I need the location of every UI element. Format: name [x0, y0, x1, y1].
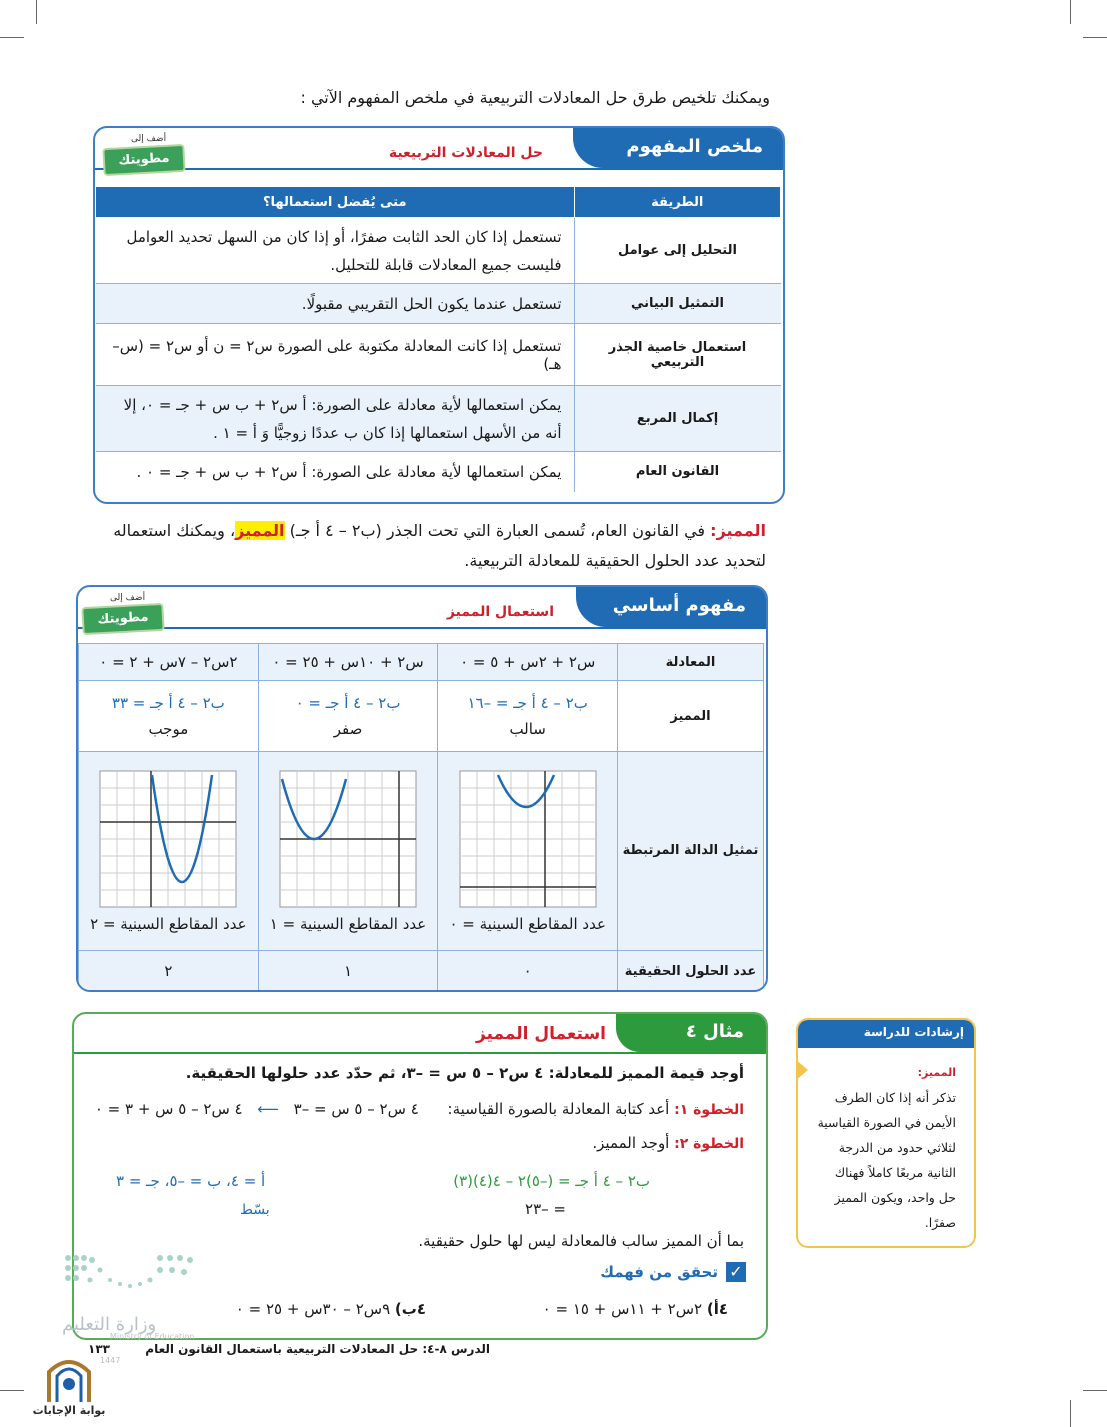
parabola-graph-two-roots	[98, 769, 238, 909]
portal-arch-icon	[32, 1350, 106, 1404]
when-cell: يمكن استعمالها لأية معادلة على الصورة: أ س٢ + ب س + جـ = ٠ .	[96, 452, 575, 492]
step-1-standard-form: ٤ س٢ – ٥ س + ٣ = ٠	[94, 1100, 243, 1118]
check-icon: ✓	[726, 1262, 746, 1282]
summary-header-row	[96, 187, 781, 218]
foldable-badge	[103, 134, 181, 172]
summary-row	[96, 324, 781, 386]
exercise-4a-label: ٤أ)	[706, 1300, 728, 1318]
step-1-equation: ٤ س٢ – ٥ س = –٣	[293, 1100, 419, 1118]
crop-mark	[1083, 37, 1107, 38]
when-cell: تستعمل إذا كانت المعادلة مكتوبة على الصورة س٢ = ن أو س٢ = (س–هـ)	[96, 324, 575, 386]
concept-title: مفهوم أساسي	[612, 595, 746, 616]
crop-mark	[36, 0, 37, 24]
parabola-graph-no-roots	[458, 769, 598, 909]
calc-1: ب٢ – ٤ أ جـ = (–٥)٢ – ٤(٤)(٣)	[453, 1172, 650, 1190]
concept-header	[78, 587, 766, 643]
method-cell: التمثيل البياني	[574, 284, 781, 324]
foldable-label: مطويتك	[102, 144, 185, 176]
intercept-count: عدد المقاطع السينية = ٢	[90, 915, 247, 933]
graph-cell	[438, 752, 618, 951]
check-title: تحقق من فهمك	[600, 1263, 718, 1281]
exercise-4a-equation: ٢س٢ + ١١س + ١٥ = ٠	[542, 1300, 703, 1318]
crop-mark	[0, 37, 24, 38]
row-label-solutions: عدد الحلول الحقيقية	[618, 951, 764, 992]
summary-header	[95, 128, 783, 186]
discriminant-text-a: في القانون العام، تُسمى العبارة التي تحت الجذر (ب٢ – ٤ أ جـ)	[289, 521, 706, 540]
portal-logo	[32, 1350, 106, 1420]
intro-text: ويمكنك تلخيص طرق حل المعادلات التربيعية في ملخص المفهوم الآتي :	[300, 88, 770, 107]
study-tip-pointer	[796, 1060, 808, 1080]
solutions-cell: ٢	[79, 951, 259, 992]
concept-header-line	[78, 627, 766, 629]
foldable-add-text: أضف إلى	[131, 134, 167, 144]
exercise-4b-equation: ٩س٢ – ٣٠س + ٢٥ = ٠	[235, 1300, 391, 1318]
conclusion: بما أن المميز سالب فالمعادلة ليس لها حلول حقيقية.	[418, 1232, 744, 1250]
summary-table	[95, 186, 781, 492]
equation-cell: س٢ + ١٠س + ٢٥ = ٠	[258, 644, 438, 681]
solutions-row	[79, 951, 764, 992]
study-tip-title: إرشادات للدراسة	[863, 1025, 964, 1039]
discriminant-cell	[258, 681, 438, 752]
example-prompt: أوجد قيمة المميز للمعادلة: ٤ س٢ – ٥ س = –٣، ثم حدّد عدد حلولها الحقيقية.	[185, 1064, 744, 1082]
method-cell: القانون العام	[574, 452, 781, 492]
example-header	[74, 1014, 766, 1060]
concept-subtitle: استعمال المميز	[446, 604, 554, 620]
discriminant-value: ب٢ – ٤ أ جـ = –١٦	[467, 694, 588, 712]
summary-row	[96, 284, 781, 324]
key-concept-box	[76, 585, 768, 992]
step-1-text: أعد كتابة المعادلة بالصورة القياسية:	[447, 1100, 670, 1118]
ministry-name: وزارة التعليم	[62, 1314, 157, 1335]
ministry-dots-icon	[60, 1250, 200, 1300]
discriminant-sign: سالب	[509, 720, 546, 738]
foldable-badge	[82, 593, 160, 631]
foldable-label: مطويتك	[81, 603, 164, 635]
summary-row	[96, 452, 781, 492]
exercise-4a	[543, 1300, 728, 1318]
crop-mark	[1083, 1390, 1107, 1391]
check-understanding	[600, 1262, 746, 1282]
crop-mark	[0, 1390, 24, 1391]
study-tip-box	[796, 1018, 976, 1248]
example-title: مثال ٤	[685, 1021, 744, 1042]
equation-row	[79, 644, 764, 681]
summary-header-line	[95, 168, 783, 170]
discriminant-sign: صفر	[333, 720, 363, 738]
lesson-number: الدرس ٨-٤:	[422, 1342, 490, 1356]
example-header-line	[74, 1052, 766, 1054]
concept-summary-box	[93, 126, 785, 504]
summary-row	[96, 218, 781, 284]
portal-name: بوابة الإجابات	[32, 1404, 106, 1417]
row-label-discriminant: المميز	[618, 681, 764, 752]
discriminant-cell	[79, 681, 259, 752]
coefficient-values: أ = ٤، ب = –٥، جـ = ٣	[116, 1172, 266, 1190]
page-number: ١٣٣	[88, 1342, 110, 1356]
study-tip-body	[816, 1060, 956, 1235]
discriminant-text-b: ، ويمكنك استعماله	[113, 521, 236, 540]
summary-title: ملخص المفهوم	[626, 136, 763, 157]
foldable-add-text: أضف إلى	[110, 593, 146, 603]
row-label-equation: المعادلة	[618, 644, 764, 681]
ministry-english-name: Ministry of Education	[110, 1332, 195, 1341]
arrow-icon: ⟵	[257, 1100, 279, 1118]
solutions-cell: ١	[258, 951, 438, 992]
step-2-text: أوجد المميز.	[592, 1134, 670, 1152]
discriminant-highlight: المميز	[235, 521, 285, 540]
crop-mark	[1070, 0, 1071, 24]
step-2	[592, 1134, 744, 1152]
intercept-count: عدد المقاطع السينية = ١	[269, 915, 427, 933]
summary-subtitle: حل المعادلات التربيعية	[388, 145, 543, 161]
step-2-label: الخطوة ٢:	[674, 1136, 744, 1152]
discriminant-value: ب٢ – ٤ أ جـ = ٣٣	[111, 694, 225, 712]
step-1	[95, 1100, 744, 1118]
graph-cell	[79, 752, 259, 951]
summary-title-bar	[573, 128, 783, 168]
intercept-count: عدد المقاطع السينية = ٠	[449, 915, 606, 933]
step-1-label: الخطوة ١:	[674, 1102, 744, 1118]
method-cell: استعمال خاصية الجذر التربيعي	[574, 324, 781, 386]
calc-line-1	[453, 1172, 650, 1190]
when-cell: تستعمل إذا كان الحد الثابت صفرًا، أو إذا كان من السهل تحديد العوامل فليست جميع المعادلات قابلة للتحليل.	[96, 218, 575, 284]
row-label-graph: تمثيل الدالة المرتبطة	[618, 752, 764, 951]
simplify-note: بسّط	[240, 1202, 270, 1218]
exercise-4b-label: ٤ب)	[394, 1300, 426, 1318]
equation-cell: س٢ + ٢س + ٥ = ٠	[438, 644, 618, 681]
study-tip-term: المميز:	[917, 1066, 956, 1079]
example-title-bar	[616, 1014, 766, 1052]
study-tip-header	[798, 1020, 974, 1048]
col-method: الطريقة	[574, 187, 781, 218]
discriminant-cell	[438, 681, 618, 752]
method-cell: إكمال المربع	[574, 386, 781, 452]
crop-mark	[1070, 1400, 1071, 1427]
when-cell: يمكن استعمالها لأية معادلة على الصورة: أ س٢ + ب س + جـ = ٠، إلا أنه من الأسهل استعمالها إذا كان ب عددًا زوجيًّا وَ أ = ١ .	[96, 386, 575, 452]
study-tip-text: تذكر أنه إذا كان الطرف الأيمن في الصورة القياسية لثلاثي حدود من الدرجة الثانية مربعًا كاملاً فهناك حل واحد، ويكون المميز صفرًا.	[817, 1090, 956, 1230]
parabola-graph-one-root	[278, 769, 418, 909]
calc-2: = –٢٣	[525, 1200, 566, 1218]
discriminant-label: المميز:	[710, 521, 766, 540]
method-cell: التحليل إلى عوامل	[574, 218, 781, 284]
example-subtitle: استعمال المميز	[475, 1024, 606, 1044]
col-when: متى يُفضل استعمالها؟	[96, 187, 575, 218]
graph-cell	[258, 752, 438, 951]
concept-table	[78, 643, 764, 992]
ministry-year: 1447	[100, 1356, 121, 1365]
exercise-4b	[236, 1300, 426, 1318]
equation-cell: ٢س٢ – ٧س + ٢ = ٠	[79, 644, 259, 681]
when-cell: تستعمل عندما يكون الحل التقريبي مقبولًا.	[96, 284, 575, 324]
discriminant-sign: موجب	[148, 720, 189, 738]
graph-row	[79, 752, 764, 951]
solutions-cell: ٠	[438, 951, 618, 992]
discriminant-text-c: لتحديد عدد الحلول الحقيقية للمعادلة التربيعية.	[464, 551, 766, 570]
discriminant-definition	[100, 516, 766, 576]
concept-title-bar	[576, 587, 766, 627]
summary-row	[96, 386, 781, 452]
discriminant-value: ب٢ – ٤ أ جـ = ٠	[295, 694, 401, 712]
lesson-title: حل المعادلات التربيعية باستعمال القانون العام	[145, 1342, 419, 1356]
discriminant-row	[79, 681, 764, 752]
